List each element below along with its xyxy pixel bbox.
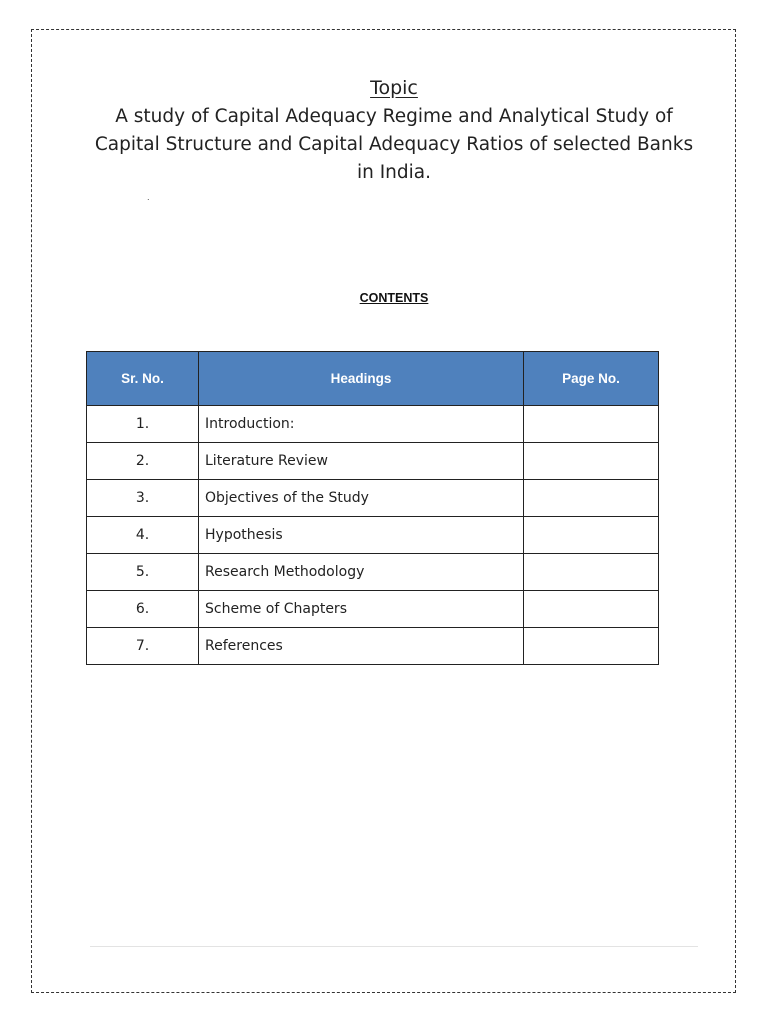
heading-cell: References xyxy=(199,628,524,665)
heading-cell: Objectives of the Study xyxy=(199,480,524,517)
contents-heading: CONTENTS xyxy=(359,291,429,305)
heading-cell: Introduction: xyxy=(199,406,524,443)
page-no-cell xyxy=(524,628,659,665)
sr-no-cell: 1. xyxy=(87,406,199,443)
heading-cell: Hypothesis xyxy=(199,517,524,554)
footer-divider xyxy=(90,946,698,947)
table-row xyxy=(87,443,659,480)
sr-no-cell: 2. xyxy=(87,443,199,480)
column-header-sr-no: Sr. No. xyxy=(87,352,199,406)
heading-cell: Research Methodology xyxy=(199,554,524,591)
page-no-cell xyxy=(524,554,659,591)
table-row xyxy=(87,480,659,517)
stray-mark: . xyxy=(147,193,150,202)
document-title: A study of Capital Adequacy Regime and Analytical Study of Capital Structure and Capital Adequacy Ratios of selected Banks in India. xyxy=(94,106,694,183)
sr-no-cell: 3. xyxy=(87,480,199,517)
table-row xyxy=(87,554,659,591)
column-header-headings: Headings xyxy=(199,352,524,406)
sr-no-cell: 4. xyxy=(87,517,199,554)
page-no-cell xyxy=(524,443,659,480)
sr-no-cell: 5. xyxy=(87,554,199,591)
page-no-cell xyxy=(524,591,659,628)
sr-no-cell: 7. xyxy=(87,628,199,665)
sr-no-cell: 6. xyxy=(87,591,199,628)
table-row xyxy=(87,591,659,628)
page-no-cell xyxy=(524,406,659,443)
table-row xyxy=(87,628,659,665)
table-row xyxy=(87,517,659,554)
heading-cell: Scheme of Chapters xyxy=(199,591,524,628)
table-header-row xyxy=(87,352,659,406)
heading-cell: Literature Review xyxy=(199,443,524,480)
table-row xyxy=(87,406,659,443)
page-no-cell xyxy=(524,480,659,517)
page-no-cell xyxy=(524,517,659,554)
column-header-page-no: Page No. xyxy=(524,352,659,406)
topic-heading: Topic xyxy=(370,77,418,99)
contents-table xyxy=(86,351,659,665)
